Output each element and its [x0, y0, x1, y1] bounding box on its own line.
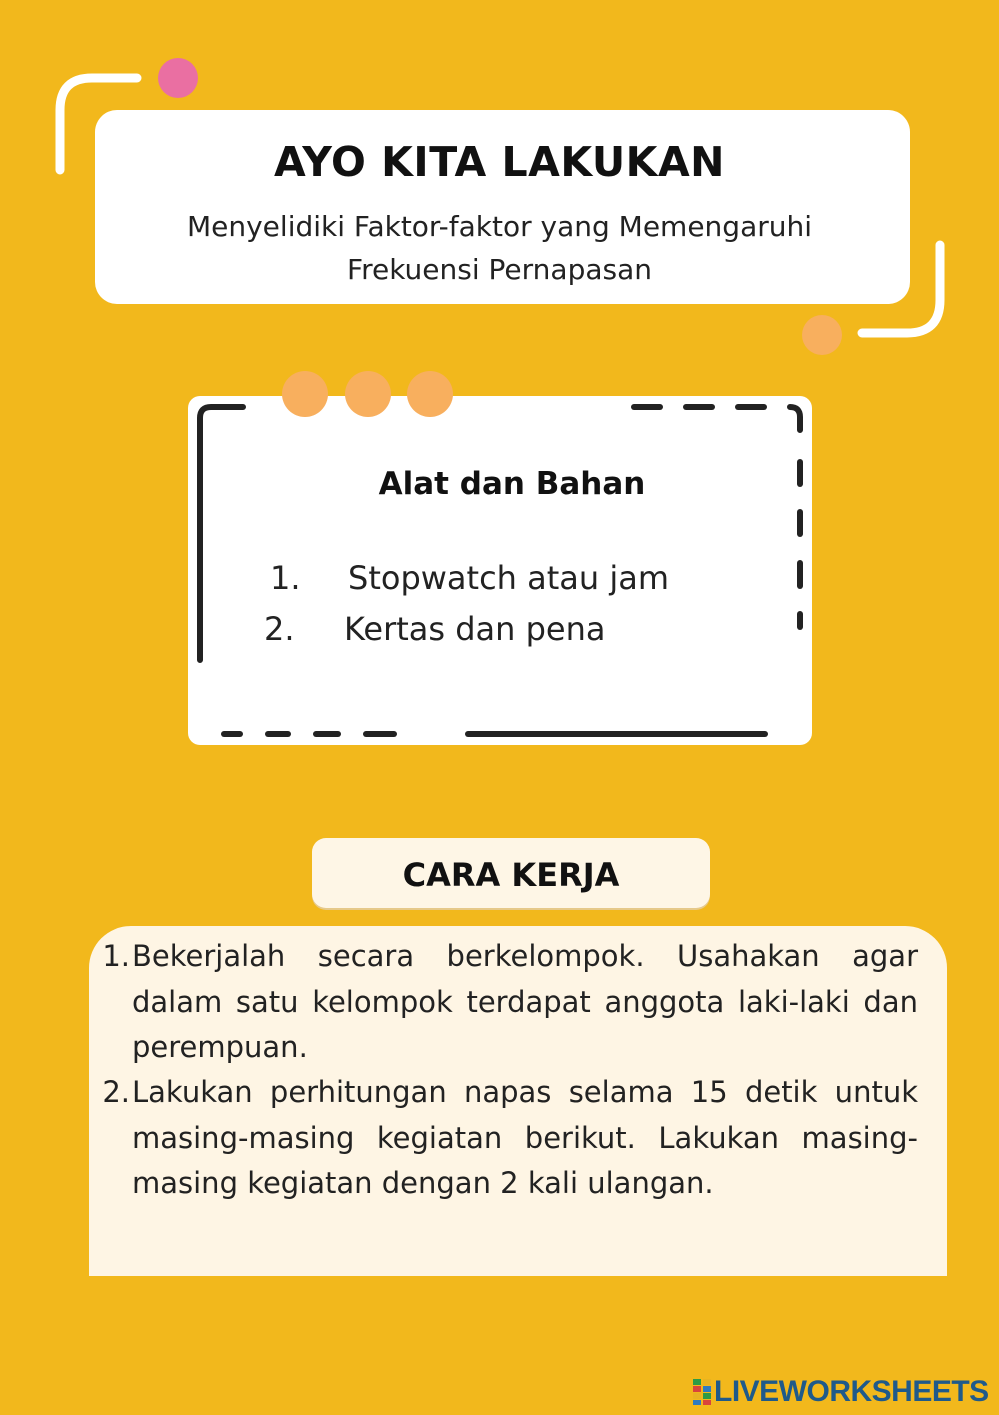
tools-item-label: Kertas dan pena — [344, 610, 606, 648]
peach-dot-2 — [345, 371, 391, 417]
footer-brand-text: LIVEWORKSHEETS — [714, 1375, 989, 1408]
tools-item-label: Stopwatch atau jam — [348, 559, 670, 597]
footer-brand — [692, 1374, 989, 1410]
step-number: 1. — [102, 939, 130, 973]
step-text: Lakukan perhitungan napas selama 15 detik untuk masing-masing kegiatan berikut. Lakukan masing-masing kegiatan dengan 2 kali ulangan. — [132, 1075, 918, 1200]
frame-corner-dash — [790, 407, 800, 430]
peach-dot-1 — [282, 371, 328, 417]
procedure-title: CARA KERJA — [402, 856, 620, 894]
tools-item-number: 1. — [270, 559, 301, 597]
tools-item-number: 2. — [264, 610, 295, 648]
step-text: Bekerjalah secara berkelompok. Usahakan agar dalam satu kelompok terdapat anggota laki-laki dan perempuan. — [132, 939, 918, 1064]
page-subtitle: Menyelidiki Faktor-faktor yang Memengaruhi Frekuensi Pernapasan — [186, 210, 813, 286]
step-number: 2. — [102, 1075, 130, 1109]
page-title: AYO KITA LAKUKAN — [274, 138, 725, 186]
tools-title: Alat dan Bahan — [378, 466, 646, 502]
peach-dot-3 — [407, 371, 453, 417]
frame-left-line — [200, 407, 243, 660]
liveworksheets-logo-icon — [692, 1378, 712, 1406]
